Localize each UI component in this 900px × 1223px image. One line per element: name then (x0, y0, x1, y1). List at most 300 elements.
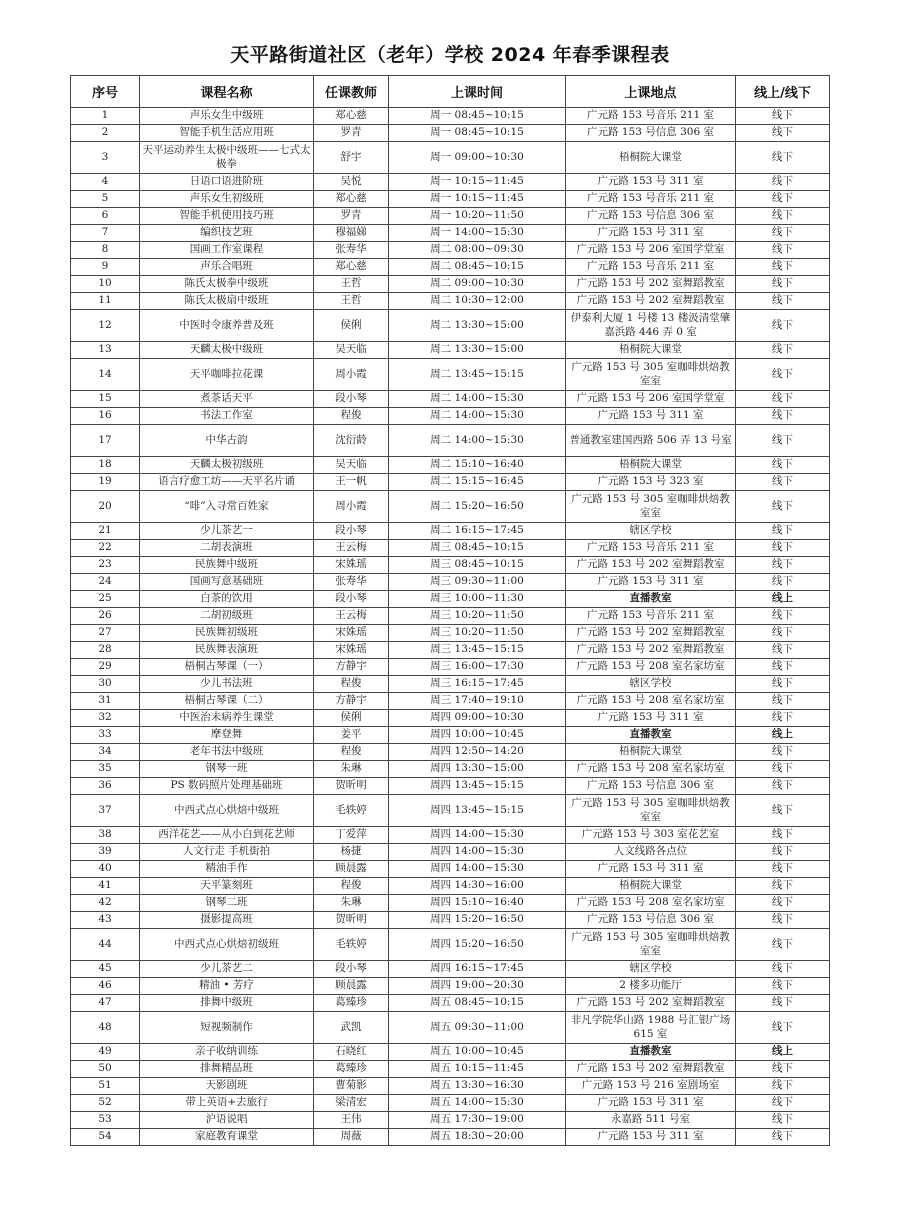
cell-location: 广元路 153 号 305 室咖啡烘焙教室室 (566, 795, 736, 827)
cell-course-name: 排舞中级班 (140, 995, 314, 1012)
cell-delivery-mode: 线下 (736, 191, 830, 208)
cell-course-name: 煮茶话天平 (140, 391, 314, 408)
cell-row-index: 46 (71, 978, 140, 995)
cell-location: 广元路 153 号音乐 211 室 (566, 259, 736, 276)
cell-course-name: 天平咖啡拉花课 (140, 359, 314, 391)
cell-row-index: 33 (71, 727, 140, 744)
cell-location: 广元路 153 号音乐 211 室 (566, 608, 736, 625)
cell-row-index: 27 (71, 625, 140, 642)
cell-teacher: 段小琴 (314, 391, 389, 408)
cell-delivery-mode: 线下 (736, 225, 830, 242)
cell-teacher: 王一帆 (314, 474, 389, 491)
cell-course-name: 天平运动养生太极中级班——七式太极拳 (140, 142, 314, 174)
cell-delivery-mode: 线下 (736, 1061, 830, 1078)
cell-course-name: 中医时令康养普及班 (140, 310, 314, 342)
cell-row-index: 28 (71, 642, 140, 659)
table-row (71, 108, 830, 125)
cell-delivery-mode: 线下 (736, 557, 830, 574)
cell-location: 梧桐院大课堂 (566, 878, 736, 895)
cell-delivery-mode: 线下 (736, 827, 830, 844)
cell-class-time: 周四 14:00~15:30 (389, 844, 566, 861)
table-row (71, 310, 830, 342)
cell-course-name: 中西式点心烘焙初级班 (140, 929, 314, 961)
cell-class-time: 周二 13:30~15:00 (389, 310, 566, 342)
cell-delivery-mode: 线下 (736, 710, 830, 727)
table-row (71, 125, 830, 142)
cell-delivery-mode: 线下 (736, 310, 830, 342)
cell-course-name: 智能手机生活应用班 (140, 125, 314, 142)
cell-location: 普通教室建国西路 506 弄 13 号室 (566, 425, 736, 457)
cell-row-index: 5 (71, 191, 140, 208)
cell-class-time: 周四 10:00~10:45 (389, 727, 566, 744)
cell-row-index: 8 (71, 242, 140, 259)
cell-teacher: 侯俐 (314, 310, 389, 342)
cell-teacher: 程俊 (314, 408, 389, 425)
cell-class-time: 周五 17:30~19:00 (389, 1112, 566, 1129)
cell-row-index: 20 (71, 491, 140, 523)
cell-location: 广元路 153 号 311 室 (566, 710, 736, 727)
cell-delivery-mode: 线下 (736, 259, 830, 276)
cell-row-index: 19 (71, 474, 140, 491)
cell-row-index: 17 (71, 425, 140, 457)
cell-teacher: 周薇 (314, 1129, 389, 1146)
table-row (71, 608, 830, 625)
cell-course-name: 天麟太极初级班 (140, 457, 314, 474)
table-row (71, 591, 830, 608)
cell-class-time: 周一 08:45~10:15 (389, 125, 566, 142)
cell-teacher: 葛臻珍 (314, 1061, 389, 1078)
cell-delivery-mode: 线下 (736, 174, 830, 191)
table-row (71, 1112, 830, 1129)
cell-teacher: 程俊 (314, 744, 389, 761)
cell-course-name: 亲子收纳训练 (140, 1044, 314, 1061)
cell-class-time: 周四 15:10~16:40 (389, 895, 566, 912)
cell-course-name: 排舞精品班 (140, 1061, 314, 1078)
cell-delivery-mode: 线下 (736, 491, 830, 523)
cell-location: 广元路 153 号 202 室舞蹈教室 (566, 625, 736, 642)
cell-location: 广元路 153 号 311 室 (566, 225, 736, 242)
cell-class-time: 周四 14:00~15:30 (389, 827, 566, 844)
cell-delivery-mode: 线下 (736, 844, 830, 861)
cell-row-index: 42 (71, 895, 140, 912)
cell-row-index: 2 (71, 125, 140, 142)
cell-course-name: 摄影提高班 (140, 912, 314, 929)
cell-class-time: 周四 14:00~15:30 (389, 861, 566, 878)
cell-class-time: 周三 16:15~17:45 (389, 676, 566, 693)
cell-class-time: 周二 10:30~12:00 (389, 293, 566, 310)
cell-row-index: 4 (71, 174, 140, 191)
cell-row-index: 44 (71, 929, 140, 961)
cell-row-index: 6 (71, 208, 140, 225)
table-row (71, 642, 830, 659)
cell-class-time: 周四 19:00~20:30 (389, 978, 566, 995)
header-mode: 线上/线下 (736, 76, 830, 108)
cell-course-name: 声乐女生初级班 (140, 191, 314, 208)
cell-delivery-mode: 线下 (736, 457, 830, 474)
cell-location: 广元路 153 号 305 室咖啡烘焙教室室 (566, 929, 736, 961)
cell-class-time: 周一 10:15~11:45 (389, 191, 566, 208)
cell-class-time: 周一 10:20~11:50 (389, 208, 566, 225)
cell-teacher: 毛轶婷 (314, 795, 389, 827)
cell-teacher: 宋姝瑶 (314, 557, 389, 574)
cell-delivery-mode: 线下 (736, 912, 830, 929)
cell-row-index: 22 (71, 540, 140, 557)
cell-teacher: 贺昕明 (314, 912, 389, 929)
cell-location: 广元路 153 号 311 室 (566, 174, 736, 191)
cell-course-name: 梧桐古琴课（一） (140, 659, 314, 676)
cell-delivery-mode: 线下 (736, 861, 830, 878)
header-location: 上课地点 (566, 76, 736, 108)
cell-location: 广元路 153 号音乐 211 室 (566, 540, 736, 557)
cell-teacher: 郑心慈 (314, 108, 389, 125)
cell-course-name: 陈氏太极扇中级班 (140, 293, 314, 310)
cell-class-time: 周四 15:20~16:50 (389, 929, 566, 961)
cell-class-time: 周四 13:30~15:00 (389, 761, 566, 778)
table-row (71, 293, 830, 310)
cell-teacher: 穆福娣 (314, 225, 389, 242)
cell-course-name: 少儿茶艺一 (140, 523, 314, 540)
cell-delivery-mode: 线下 (736, 978, 830, 995)
cell-course-name: 民族舞初级班 (140, 625, 314, 642)
cell-delivery-mode: 线下 (736, 929, 830, 961)
cell-class-time: 周四 13:45~15:15 (389, 795, 566, 827)
table-row (71, 174, 830, 191)
cell-delivery-mode: 线下 (736, 1078, 830, 1095)
cell-teacher: 丁爱萍 (314, 827, 389, 844)
cell-teacher: 周小霞 (314, 491, 389, 523)
table-row (71, 895, 830, 912)
cell-teacher: 石晓红 (314, 1044, 389, 1061)
cell-delivery-mode: 线下 (736, 276, 830, 293)
cell-row-index: 3 (71, 142, 140, 174)
cell-row-index: 23 (71, 557, 140, 574)
cell-delivery-mode: 线下 (736, 961, 830, 978)
cell-delivery-mode: 线下 (736, 208, 830, 225)
cell-location: 广元路 153 号 208 室名家坊室 (566, 693, 736, 710)
cell-class-time: 周二 09:00~10:30 (389, 276, 566, 293)
cell-location: 梧桐院大课堂 (566, 744, 736, 761)
cell-location: 广元路 153 号 323 室 (566, 474, 736, 491)
table-row (71, 844, 830, 861)
cell-row-index: 1 (71, 108, 140, 125)
cell-teacher: 武凯 (314, 1012, 389, 1044)
cell-class-time: 周五 10:00~10:45 (389, 1044, 566, 1061)
cell-row-index: 38 (71, 827, 140, 844)
cell-delivery-mode: 线下 (736, 293, 830, 310)
cell-teacher: 方静宇 (314, 659, 389, 676)
cell-class-time: 周四 16:15~17:45 (389, 961, 566, 978)
cell-course-name: 编织技艺班 (140, 225, 314, 242)
cell-delivery-mode: 线下 (736, 659, 830, 676)
table-row (71, 625, 830, 642)
table-row (71, 1095, 830, 1112)
cell-delivery-mode: 线下 (736, 642, 830, 659)
cell-class-time: 周二 14:00~15:30 (389, 408, 566, 425)
cell-teacher: 段小琴 (314, 591, 389, 608)
cell-class-time: 周三 17:40~19:10 (389, 693, 566, 710)
cell-class-time: 周五 09:30~11:00 (389, 1012, 566, 1044)
table-row (71, 523, 830, 540)
cell-delivery-mode: 线下 (736, 778, 830, 795)
cell-class-time: 周二 13:45~15:15 (389, 359, 566, 391)
cell-teacher: 姜平 (314, 727, 389, 744)
cell-location: 广元路 153 号 305 室咖啡烘焙教室室 (566, 359, 736, 391)
cell-location: 2 楼多功能厅 (566, 978, 736, 995)
cell-row-index: 30 (71, 676, 140, 693)
cell-class-time: 周五 14:00~15:30 (389, 1095, 566, 1112)
table-row (71, 540, 830, 557)
cell-row-index: 31 (71, 693, 140, 710)
cell-class-time: 周二 14:00~15:30 (389, 391, 566, 408)
cell-class-time: 周四 09:00~10:30 (389, 710, 566, 727)
table-row (71, 191, 830, 208)
cell-class-time: 周一 08:45~10:15 (389, 108, 566, 125)
cell-row-index: 36 (71, 778, 140, 795)
cell-teacher: 杨捷 (314, 844, 389, 861)
cell-row-index: 7 (71, 225, 140, 242)
cell-delivery-mode: 线下 (736, 1012, 830, 1044)
cell-delivery-mode: 线下 (736, 359, 830, 391)
cell-delivery-mode: 线下 (736, 744, 830, 761)
table-row (71, 225, 830, 242)
cell-course-name: 中西式点心烘焙中级班 (140, 795, 314, 827)
cell-delivery-mode: 线下 (736, 142, 830, 174)
cell-location: 直播教室 (566, 591, 736, 608)
cell-delivery-mode: 线下 (736, 474, 830, 491)
cell-class-time: 周三 10:20~11:50 (389, 608, 566, 625)
cell-course-name: 智能手机使用技巧班 (140, 208, 314, 225)
table-row (71, 827, 830, 844)
cell-teacher: 周小霞 (314, 359, 389, 391)
cell-class-time: 周三 10:00~11:30 (389, 591, 566, 608)
cell-course-name: 语言疗愈工坊——天平名片诵 (140, 474, 314, 491)
cell-class-time: 周三 10:20~11:50 (389, 625, 566, 642)
cell-delivery-mode: 线下 (736, 408, 830, 425)
cell-teacher: 程俊 (314, 878, 389, 895)
cell-delivery-mode: 线下 (736, 761, 830, 778)
cell-class-time: 周三 16:00~17:30 (389, 659, 566, 676)
cell-teacher: 侯俐 (314, 710, 389, 727)
cell-location: 永嘉路 511 号室 (566, 1112, 736, 1129)
cell-row-index: 29 (71, 659, 140, 676)
cell-class-time: 周五 18:30~20:00 (389, 1129, 566, 1146)
cell-row-index: 24 (71, 574, 140, 591)
cell-course-name: 钢琴一班 (140, 761, 314, 778)
cell-teacher: 舒宇 (314, 142, 389, 174)
table-row (71, 744, 830, 761)
cell-location: 梧桐院大课堂 (566, 457, 736, 474)
cell-delivery-mode: 线下 (736, 391, 830, 408)
cell-delivery-mode: 线下 (736, 1112, 830, 1129)
table-row (71, 242, 830, 259)
table-row (71, 457, 830, 474)
cell-delivery-mode: 线下 (736, 425, 830, 457)
cell-location: 广元路 153 号 202 室舞蹈教室 (566, 557, 736, 574)
table-row (71, 1044, 830, 1061)
cell-class-time: 周一 10:15~11:45 (389, 174, 566, 191)
cell-delivery-mode: 线下 (736, 540, 830, 557)
cell-course-name: 声乐合唱班 (140, 259, 314, 276)
table-row (71, 474, 830, 491)
cell-row-index: 39 (71, 844, 140, 861)
cell-class-time: 周三 09:30~11:00 (389, 574, 566, 591)
cell-course-name: 沪语说唱 (140, 1112, 314, 1129)
cell-row-index: 34 (71, 744, 140, 761)
cell-location: 广元路 153 号 311 室 (566, 408, 736, 425)
cell-class-time: 周三 13:45~15:15 (389, 642, 566, 659)
cell-location: 辖区学校 (566, 961, 736, 978)
table-row (71, 761, 830, 778)
cell-course-name: 中医治未病养生课堂 (140, 710, 314, 727)
table-row (71, 1078, 830, 1095)
cell-row-index: 54 (71, 1129, 140, 1146)
cell-teacher: 罗青 (314, 125, 389, 142)
cell-delivery-mode: 线下 (736, 878, 830, 895)
cell-course-name: 二胡初级班 (140, 608, 314, 625)
cell-location: 广元路 153 号 311 室 (566, 574, 736, 591)
cell-teacher: 程俊 (314, 676, 389, 693)
cell-course-name: 摩登舞 (140, 727, 314, 744)
table-row (71, 391, 830, 408)
cell-location: 广元路 153 号 311 室 (566, 1095, 736, 1112)
cell-class-time: 周四 14:30~16:00 (389, 878, 566, 895)
cell-teacher: 王云梅 (314, 540, 389, 557)
cell-course-name: “啡”入寻常百姓家 (140, 491, 314, 523)
table-row (71, 259, 830, 276)
cell-class-time: 周四 12:50~14:20 (389, 744, 566, 761)
cell-course-name: 精油 • 芳疗 (140, 978, 314, 995)
cell-course-name: 人文行走 手机街拍 (140, 844, 314, 861)
cell-delivery-mode: 线上 (736, 591, 830, 608)
cell-location: 广元路 153 号 202 室舞蹈教室 (566, 642, 736, 659)
table-row (71, 276, 830, 293)
cell-delivery-mode: 线下 (736, 795, 830, 827)
cell-location: 直播教室 (566, 727, 736, 744)
cell-row-index: 37 (71, 795, 140, 827)
cell-location: 广元路 153 号 305 室咖啡烘焙教室室 (566, 491, 736, 523)
cell-location: 广元路 153 号 216 室剧场室 (566, 1078, 736, 1095)
header-course-name: 课程名称 (140, 76, 314, 108)
table-row (71, 778, 830, 795)
cell-delivery-mode: 线下 (736, 242, 830, 259)
cell-location: 广元路 153 号 208 室名家坊室 (566, 761, 736, 778)
cell-course-name: 天平篆刻班 (140, 878, 314, 895)
cell-row-index: 49 (71, 1044, 140, 1061)
cell-location: 广元路 153 号音乐 211 室 (566, 191, 736, 208)
cell-row-index: 40 (71, 861, 140, 878)
cell-teacher: 沈衍龄 (314, 425, 389, 457)
cell-delivery-mode: 线下 (736, 693, 830, 710)
cell-location: 广元路 153 号 202 室舞蹈教室 (566, 1061, 736, 1078)
cell-row-index: 10 (71, 276, 140, 293)
cell-course-name: 梧桐古琴课（二） (140, 693, 314, 710)
table-row (71, 693, 830, 710)
table-row (71, 727, 830, 744)
table-row (71, 359, 830, 391)
cell-teacher: 吴悦 (314, 174, 389, 191)
cell-location: 梧桐院大课堂 (566, 142, 736, 174)
cell-course-name: 天影剧班 (140, 1078, 314, 1095)
cell-row-index: 13 (71, 342, 140, 359)
cell-class-time: 周二 15:10~16:40 (389, 457, 566, 474)
cell-class-time: 周二 15:15~16:45 (389, 474, 566, 491)
cell-delivery-mode: 线下 (736, 125, 830, 142)
table-row (71, 676, 830, 693)
cell-location: 广元路 153 号信息 306 室 (566, 912, 736, 929)
cell-teacher: 毛轶婷 (314, 929, 389, 961)
cell-location: 梧桐院大课堂 (566, 342, 736, 359)
cell-class-time: 周四 15:20~16:50 (389, 912, 566, 929)
cell-location: 广元路 153 号 202 室舞蹈教室 (566, 276, 736, 293)
cell-teacher: 罗青 (314, 208, 389, 225)
cell-teacher: 贺昕明 (314, 778, 389, 795)
table-row (71, 912, 830, 929)
cell-class-time: 周五 13:30~16:30 (389, 1078, 566, 1095)
cell-location: 直播教室 (566, 1044, 736, 1061)
table-row (71, 861, 830, 878)
cell-delivery-mode: 线下 (736, 1129, 830, 1146)
table-row (71, 574, 830, 591)
cell-teacher: 段小琴 (314, 523, 389, 540)
cell-delivery-mode: 线下 (736, 625, 830, 642)
cell-location: 伊泰利大厦 1 号楼 13 楼汲清堂肇嘉浜路 446 弄 0 室 (566, 310, 736, 342)
cell-teacher: 张寿华 (314, 242, 389, 259)
cell-location: 广元路 153 号信息 306 室 (566, 125, 736, 142)
cell-location: 广元路 153 号 206 室国学堂室 (566, 242, 736, 259)
cell-row-index: 50 (71, 1061, 140, 1078)
cell-delivery-mode: 线上 (736, 727, 830, 744)
table-row (71, 342, 830, 359)
cell-class-time: 周四 13:45~15:15 (389, 778, 566, 795)
cell-course-name: 家庭教育课堂 (140, 1129, 314, 1146)
cell-class-time: 周二 08:00~09:30 (389, 242, 566, 259)
cell-location: 人文线路各点位 (566, 844, 736, 861)
cell-delivery-mode: 线下 (736, 995, 830, 1012)
cell-location: 广元路 153 号音乐 211 室 (566, 108, 736, 125)
cell-teacher: 王哲 (314, 276, 389, 293)
cell-course-name: 带上英语+去旅行 (140, 1095, 314, 1112)
cell-course-name: 国画写意基础班 (140, 574, 314, 591)
cell-course-name: 二胡表演班 (140, 540, 314, 557)
cell-course-name: 精油手作 (140, 861, 314, 878)
cell-teacher: 梁清宏 (314, 1095, 389, 1112)
cell-course-name: PS 数码照片处理基础班 (140, 778, 314, 795)
header-time: 上课时间 (389, 76, 566, 108)
cell-class-time: 周一 14:00~15:30 (389, 225, 566, 242)
cell-teacher: 吴天临 (314, 457, 389, 474)
header-index: 序号 (71, 76, 140, 108)
cell-teacher: 顾晨露 (314, 861, 389, 878)
cell-class-time: 周三 08:45~10:15 (389, 540, 566, 557)
cell-teacher: 王哲 (314, 293, 389, 310)
page-title: 天平路街道社区（老年）学校 2024 年春季课程表 (230, 44, 670, 66)
cell-row-index: 51 (71, 1078, 140, 1095)
cell-row-index: 11 (71, 293, 140, 310)
cell-location: 广元路 153 号 206 室国学堂室 (566, 391, 736, 408)
cell-delivery-mode: 线下 (736, 676, 830, 693)
cell-row-index: 18 (71, 457, 140, 474)
cell-class-time: 周二 16:15~17:45 (389, 523, 566, 540)
table-row (71, 557, 830, 574)
cell-teacher: 宋姝瑶 (314, 642, 389, 659)
cell-course-name: 声乐女生中级班 (140, 108, 314, 125)
cell-teacher: 段小琴 (314, 961, 389, 978)
table-row (71, 710, 830, 727)
cell-delivery-mode: 线下 (736, 108, 830, 125)
cell-row-index: 45 (71, 961, 140, 978)
table-row (71, 929, 830, 961)
cell-course-name: 书法工作室 (140, 408, 314, 425)
